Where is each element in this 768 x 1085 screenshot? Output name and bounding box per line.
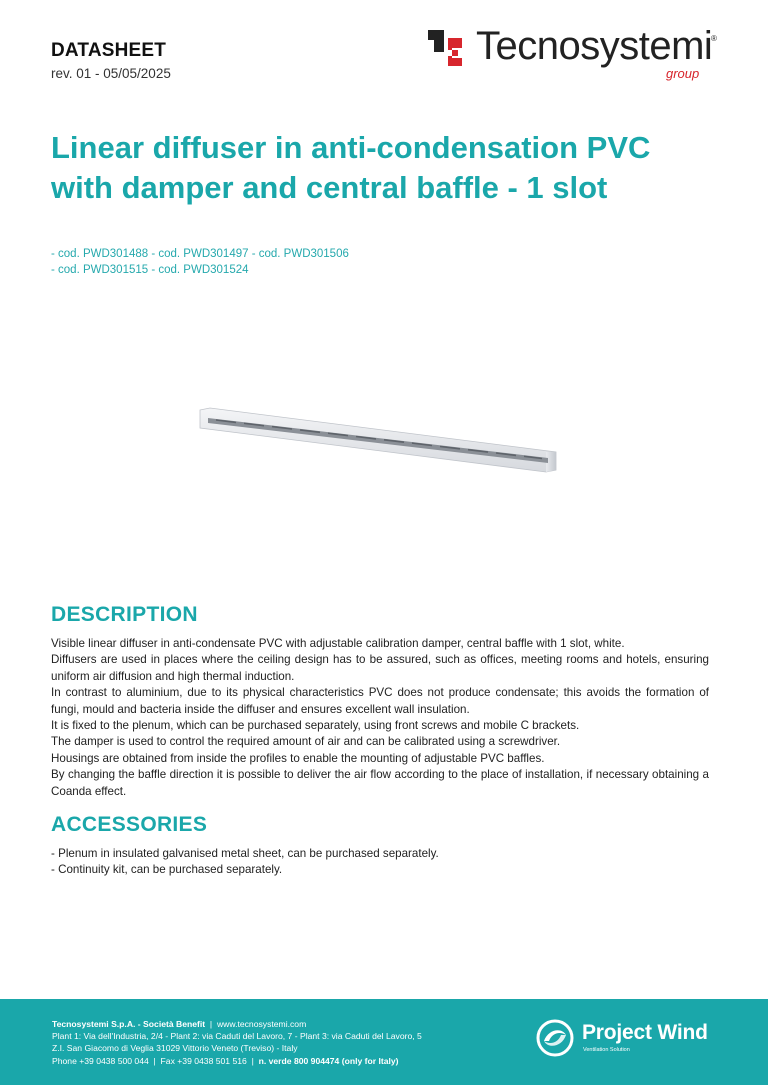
footer-website-link[interactable]: www.tecnosystemi.com — [216, 1019, 307, 1029]
description-paragraph: It is fixed to the plenum, which can be purchased separately, using front screws and mobile C brackets. — [51, 719, 580, 733]
document-type: DATASHEET — [51, 40, 167, 61]
logo-wordmark: Tecnosystemi — [476, 24, 713, 68]
footer-line-4 — [52, 1055, 422, 1067]
description-paragraph: The damper is used to control the required amount of air and can be calibrated using a screwdriver. — [51, 735, 561, 749]
accessories-heading: ACCESSORIES — [51, 813, 208, 836]
description-paragraph: By changing the baffle direction it is possible to deliver the air flow according to the place of installation, if necessary obtaining a Coanda effect. — [51, 768, 709, 798]
logo-registered-mark: ® — [711, 34, 717, 43]
project-wind-logo-icon — [536, 1019, 574, 1057]
footer-company: Tecnosystemi S.p.A. - Società Benefit — [52, 1019, 206, 1029]
page-title — [51, 128, 731, 208]
tecnosystemi-logo — [428, 24, 720, 82]
tecnosystemi-logo-mark-icon — [428, 30, 464, 66]
footer-address: Z.I. San Giacomo di Veglia 31029 Vittorio Veneto (Treviso) - Italy — [52, 1043, 298, 1054]
accessory-item: - Continuity kit, can be purchased separately. — [51, 863, 283, 877]
footer-phone-fax: Phone +39 0438 500 044 | Fax +39 0438 501 516 | — [52, 1055, 259, 1066]
accessories-list — [51, 846, 709, 879]
description-paragraph: Housings are obtained from inside the profiles to enable the mounting of adjustable PVC baffles. — [51, 751, 545, 765]
description-paragraph: Diffusers are used in places where the ceiling design has to be assured, such as offices, meeting rooms and hotels, ensuring uniform air diffusion and high thermal induction. — [51, 653, 709, 683]
project-wind-name: Project Wind — [582, 1021, 708, 1044]
title-line-1: Linear diffuser in anti-condensation PVC — [51, 130, 651, 165]
description-body — [51, 636, 709, 800]
title-line-2: with damper and central baffle - 1 slot — [51, 170, 608, 205]
product-codes-line-1: - cod. PWD301488 - cod. PWD301497 - cod. PWD301506 — [51, 248, 349, 260]
description-paragraph: In contrast to aluminium, due to its physical characteristics PVC does not produce condensate; this avoids the formation of fungi, mould and bacteria inside the diffuser and ensures excellent wall insulation. — [51, 686, 709, 716]
product-codes-line-2: - cod. PWD301515 - cod. PWD301524 — [51, 264, 249, 276]
logo-group-text: group — [666, 66, 700, 81]
footer-contact-info — [52, 1018, 422, 1067]
description-paragraph: Visible linear diffuser in anti-condensate PVC with adjustable calibration damper, central baffle with 1 slot, white. — [51, 637, 625, 650]
linear-diffuser-image — [196, 400, 568, 480]
footer-separator: | — [205, 1019, 217, 1029]
project-wind-logo — [536, 1017, 726, 1061]
footer — [0, 999, 768, 1085]
footer-line-1 — [52, 1018, 422, 1030]
accessory-item: - Plenum in insulated galvanised metal sheet, can be purchased separately. — [51, 847, 439, 860]
project-wind-tagline: Ventilation Solution — [583, 1047, 630, 1053]
footer-toll-free: n. verde 800 904474 (only for Italy) — [258, 1055, 399, 1066]
revision-date: rev. 01 - 05/05/2025 — [51, 66, 171, 81]
footer-plants: Plant 1: Via dell'Industria, 2/4 - Plant 2: via Caduti del Lavoro, 7 - Plant 3: via Caduti del Lavoro, 5 — [52, 1031, 422, 1042]
description-heading: DESCRIPTION — [51, 603, 198, 626]
